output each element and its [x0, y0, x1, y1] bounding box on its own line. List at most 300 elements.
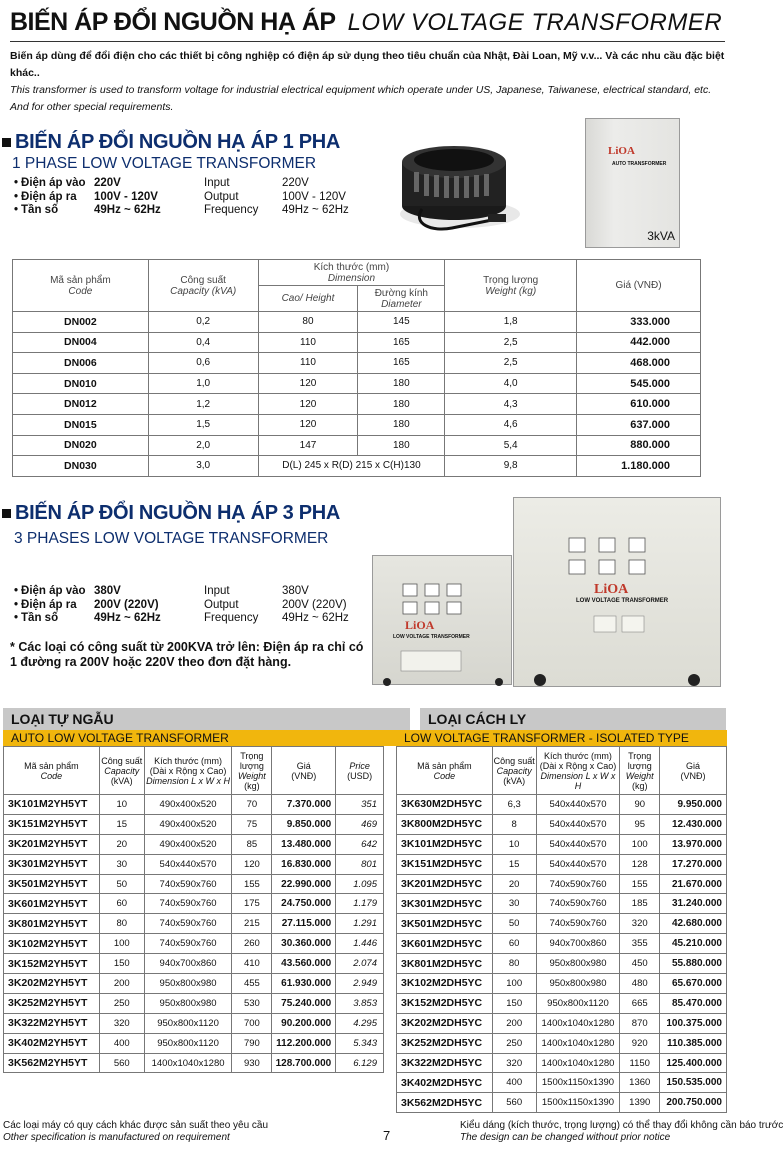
table-row: [4, 874, 384, 894]
three-phase-title: BIẾN ÁP ĐỔI NGUỒN HẠ ÁP 3 PHA: [2, 502, 340, 525]
cell-capacity: 560: [99, 1053, 144, 1073]
cell-price: 9.950.000: [660, 795, 727, 815]
spec-row: [14, 204, 372, 218]
cell-capacity: 10: [492, 834, 536, 854]
spec-ev: 49Hz ~ 62Hz: [282, 204, 349, 216]
col-height: Cao/ Height: [258, 286, 358, 312]
cell-dimension: 740x590x760: [144, 914, 232, 934]
cell-dimension: 950x800x1120: [144, 1033, 232, 1053]
cell-weight: 155: [232, 874, 272, 894]
cell-dimension: 950x800x980: [144, 974, 232, 994]
capacity-note: * Các loại có công suất từ 200KVA trở lên: Điện áp ra chỉ có 1 đường ra 200V hoặc 220V theo đơn đặt hàng.: [10, 640, 364, 669]
cell-price: 468.000: [577, 353, 701, 374]
cell-code: 3K252M2DH5YC: [397, 1033, 493, 1053]
table-row: [4, 954, 384, 974]
cell-usd: 469: [336, 814, 384, 834]
cell-dimension: 740x590x760: [536, 894, 620, 914]
table-row: [397, 795, 727, 815]
col-capacity: Công suất Capacity (kVA): [99, 747, 144, 795]
page-header: [10, 8, 725, 42]
cell-height: 120: [258, 414, 358, 435]
footer-right-vn: Kiểu dáng (kích thước, trọng lượng) có thể thay đổi không cần báo trước: [460, 1120, 783, 1131]
cell-height: 147: [258, 435, 358, 456]
cell-diameter: 180: [358, 394, 445, 415]
cell-capacity: 320: [99, 1013, 144, 1033]
footer-left: [3, 1120, 268, 1144]
cell-capacity: 320: [492, 1053, 536, 1073]
cell-weight: 70: [232, 795, 272, 815]
cell-code: 3K202M2YH5YT: [4, 974, 100, 994]
auto-transformer-box-image: [585, 118, 680, 248]
table-row: [4, 834, 384, 854]
col-usd: Price (USD): [336, 747, 384, 795]
table-row: [4, 814, 384, 834]
cell-price: 128.700.000: [272, 1053, 336, 1073]
three-phase-subtitle: 3 PHASES LOW VOLTAGE TRANSFORMER: [14, 530, 329, 547]
cell-usd: 4.295: [336, 1013, 384, 1033]
cell-dimension: D(L) 245 x R(D) 215 x C(H)130: [258, 456, 445, 477]
table-row: [397, 894, 727, 914]
cell-capacity: 0,6: [148, 353, 258, 374]
cell-price: 16.830.000: [272, 854, 336, 874]
cell-code: 3K252M2YH5YT: [4, 993, 100, 1013]
cell-code: DN006: [13, 353, 149, 374]
spec-v: 380V: [94, 585, 121, 597]
cell-weight: 790: [232, 1033, 272, 1053]
cell-code: 3K101M2YH5YT: [4, 795, 100, 815]
cell-usd: 1.179: [336, 894, 384, 914]
cell-price: 24.750.000: [272, 894, 336, 914]
cell-diameter: 180: [358, 414, 445, 435]
cell-dimension: 740x590x760: [144, 894, 232, 914]
cell-dimension: 740x590x760: [144, 934, 232, 954]
cell-code: DN002: [13, 312, 149, 333]
cell-code: 3K102M2DH5YC: [397, 974, 493, 994]
cell-dimension: 490x400x520: [144, 834, 232, 854]
cell-weight: 9,8: [445, 456, 577, 477]
cell-capacity: 6,3: [492, 795, 536, 815]
spec-ek: Input: [204, 585, 230, 597]
cell-dimension: 740x590x760: [144, 874, 232, 894]
cell-height: 110: [258, 332, 358, 353]
cell-code: 3K202M2DH5YC: [397, 1013, 493, 1033]
cell-dimension: 1400x1040x1280: [536, 1033, 620, 1053]
cell-price: 637.000: [577, 414, 701, 435]
cell-code: 3K152M2YH5YT: [4, 954, 100, 974]
cell-height: 110: [258, 353, 358, 374]
cell-weight: 4,0: [445, 373, 577, 394]
spec-ek: Output: [204, 598, 239, 611]
cell-usd: 2.074: [336, 954, 384, 974]
cell-price: 22.990.000: [272, 874, 336, 894]
cell-capacity: 20: [99, 834, 144, 854]
cell-weight: 700: [232, 1013, 272, 1033]
table-row: [13, 373, 701, 394]
table-row: [397, 1053, 727, 1073]
col-capacity: Công suất Capacity (kVA): [148, 260, 258, 312]
cell-weight: 1390: [620, 1093, 660, 1113]
cell-code: 3K800M2DH5YC: [397, 814, 493, 834]
cell-weight: 1360: [620, 1073, 660, 1093]
cell-weight: 480: [620, 974, 660, 994]
col-capacity: Công suất Capacity (kVA): [492, 747, 536, 795]
isolated-band: LOẠI CÁCH LY: [420, 708, 726, 730]
col-code: Mã sản phẩm Code: [13, 260, 149, 312]
cell-dimension: 740x590x760: [536, 914, 620, 934]
cell-weight: 530: [232, 993, 272, 1013]
cell-capacity: 0,2: [148, 312, 258, 333]
spec-ek: Output: [204, 190, 239, 203]
cell-dimension: 950x800x980: [536, 974, 620, 994]
cell-code: 3K322M2DH5YC: [397, 1053, 493, 1073]
cell-capacity: 50: [492, 914, 536, 934]
cell-price: 17.270.000: [660, 854, 727, 874]
cell-weight: 920: [620, 1033, 660, 1053]
table-row: [13, 414, 701, 435]
cell-price: 21.670.000: [660, 874, 727, 894]
spec-k: • Điện áp ra: [14, 599, 94, 613]
bullet-square-icon: [2, 509, 11, 518]
spec-v: 49Hz ~ 62Hz: [94, 204, 161, 216]
cell-usd: 1.446: [336, 934, 384, 954]
spec-ev: 220V: [282, 177, 309, 189]
cell-code: 3K801M2DH5YC: [397, 954, 493, 974]
cell-capacity: 8: [492, 814, 536, 834]
cell-weight: 120: [232, 854, 272, 874]
table-row: [397, 914, 727, 934]
spec-ek: Input: [204, 177, 230, 189]
table-row: [397, 974, 727, 994]
cell-dimension: 490x400x520: [144, 795, 232, 815]
cell-code: 3K501M2YH5YT: [4, 874, 100, 894]
cell-weight: 5,4: [445, 435, 577, 456]
cell-capacity: 100: [492, 974, 536, 994]
capacity-label: 3kVA: [647, 229, 675, 243]
cell-dimension: 950x800x980: [536, 954, 620, 974]
cell-price: 45.210.000: [660, 934, 727, 954]
lv-transformer-large-image: [513, 497, 721, 687]
cabinet-label: LOW VOLTAGE TRANSFORMER: [393, 634, 470, 640]
cell-capacity: 20: [492, 874, 536, 894]
auto-band: LOẠI TỰ NGẪU: [3, 708, 410, 730]
cell-price: 100.375.000: [660, 1013, 727, 1033]
cell-capacity: 15: [99, 814, 144, 834]
page-title: BIẾN ÁP ĐỔI NGUỒN HẠ ÁP: [10, 8, 336, 36]
spec-v: 200V (220V): [94, 598, 159, 611]
cell-weight: 455: [232, 974, 272, 994]
single-phase-specs: [14, 177, 372, 218]
cell-code: 3K322M2YH5YT: [4, 1013, 100, 1033]
table-row: [397, 1093, 727, 1113]
table-row: [4, 1033, 384, 1053]
table-row: [4, 993, 384, 1013]
cell-price: 75.240.000: [272, 993, 336, 1013]
cell-code: 3K601M2YH5YT: [4, 894, 100, 914]
isolated-band-en: LOW VOLTAGE TRANSFORMER - ISOLATED TYPE: [396, 730, 727, 746]
cell-price: 61.930.000: [272, 974, 336, 994]
cell-code: 3K201M2YH5YT: [4, 834, 100, 854]
col-price: Giá (VNĐ): [577, 260, 701, 312]
col-weight: Trọng lượng Weight (kg): [232, 747, 272, 795]
table-row: [397, 874, 727, 894]
cell-capacity: 10: [99, 795, 144, 815]
table-row: [397, 854, 727, 874]
spec-ek: Frequency: [204, 204, 259, 216]
cell-price: 90.200.000: [272, 1013, 336, 1033]
cell-price: 43.560.000: [272, 954, 336, 974]
table-row: [4, 1013, 384, 1033]
table-row: [13, 394, 701, 415]
table-row: [397, 954, 727, 974]
cell-dimension: 1400x1040x1280: [536, 1053, 620, 1073]
table-row: [4, 795, 384, 815]
footer-right: [460, 1120, 783, 1144]
table-row: [13, 312, 701, 333]
cell-weight: 85: [232, 834, 272, 854]
cell-price: 42.680.000: [660, 914, 727, 934]
cell-price: 7.370.000: [272, 795, 336, 815]
cell-dimension: 950x800x1120: [536, 993, 620, 1013]
cell-weight: 95: [620, 814, 660, 834]
table-row: [13, 456, 701, 477]
single-phase-title: BIẾN ÁP ĐỔI NGUỒN HẠ ÁP 1 PHA: [2, 131, 340, 154]
cell-weight: 665: [620, 993, 660, 1013]
cell-usd: 6.129: [336, 1053, 384, 1073]
spec-row: [14, 585, 372, 599]
cell-weight: 90: [620, 795, 660, 815]
cell-weight: 1150: [620, 1053, 660, 1073]
cell-capacity: 80: [492, 954, 536, 974]
cell-capacity: 30: [492, 894, 536, 914]
cell-code: 3K630M2DH5YC: [397, 795, 493, 815]
lioa-logo: LiOA: [405, 618, 435, 632]
cell-weight: 4,3: [445, 394, 577, 415]
cell-code: 3K301M2DH5YC: [397, 894, 493, 914]
cell-price: 150.535.000: [660, 1073, 727, 1093]
cell-code: 3K601M2DH5YC: [397, 934, 493, 954]
cell-price: 27.115.000: [272, 914, 336, 934]
cell-dimension: 740x590x760: [536, 874, 620, 894]
cell-price: 200.750.000: [660, 1093, 727, 1113]
cell-capacity: 60: [99, 894, 144, 914]
col-diameter: Đường kính Diameter: [358, 286, 445, 312]
cell-price: 13.970.000: [660, 834, 727, 854]
three-phase-specs: [14, 585, 372, 626]
cell-price: 9.850.000: [272, 814, 336, 834]
cell-weight: 215: [232, 914, 272, 934]
cell-weight: 75: [232, 814, 272, 834]
cell-height: 80: [258, 312, 358, 333]
spec-ev: 100V - 120V: [282, 190, 346, 203]
col-dimension: Kích thước (mm) Dimension: [258, 260, 445, 286]
col-dimension: Kích thước (mm) (Dài x Rộng x Cao) Dimension L x W x H: [144, 747, 232, 795]
bullet-square-icon: [2, 138, 11, 147]
cell-capacity: 0,4: [148, 332, 258, 353]
table-row: [4, 934, 384, 954]
spec-row: [14, 191, 372, 205]
footer-right-en: The design can be changed without prior notice: [460, 1132, 671, 1143]
spec-ek: Frequency: [204, 612, 259, 624]
cell-diameter: 165: [358, 332, 445, 353]
cell-usd: 1.291: [336, 914, 384, 934]
cell-usd: 1.095: [336, 874, 384, 894]
cell-diameter: 180: [358, 373, 445, 394]
cell-height: 120: [258, 394, 358, 415]
cell-usd: 351: [336, 795, 384, 815]
cell-price: 333.000: [577, 312, 701, 333]
cell-capacity: 400: [492, 1073, 536, 1093]
col-weight: Trọng lượng Weight (kg): [620, 747, 660, 795]
cell-price: 880.000: [577, 435, 701, 456]
cell-price: 110.385.000: [660, 1033, 727, 1053]
cell-capacity: 15: [492, 854, 536, 874]
col-price: Giá (VNĐ): [272, 747, 336, 795]
cell-price: 55.880.000: [660, 954, 727, 974]
col-code: Mã sản phẩm Code: [4, 747, 100, 795]
table-row: [397, 1073, 727, 1093]
cell-usd: 3.853: [336, 993, 384, 1013]
intro-vn: Biến áp dùng để đổi điện cho các thiết bị công nghiệp có điện áp sử dụng theo tiêu chuẩn của Nhật, Đài Loan, Mỹ v.v... Và các nhu cầu đặc biệt khác..: [10, 50, 725, 79]
cell-weight: 175: [232, 894, 272, 914]
cell-weight: 930: [232, 1053, 272, 1073]
cell-capacity: 560: [492, 1093, 536, 1113]
col-code: Mã sản phẩm Code: [397, 747, 493, 795]
cell-code: 3K562M2DH5YC: [397, 1093, 493, 1113]
cell-capacity: 150: [492, 993, 536, 1013]
footer-left-en: Other specification is manufactured on requirement: [3, 1132, 230, 1143]
cell-capacity: 30: [99, 854, 144, 874]
cell-code: DN020: [13, 435, 149, 456]
cell-capacity: 50: [99, 874, 144, 894]
cell-code: 3K501M2DH5YC: [397, 914, 493, 934]
spec-k: • Tần số: [14, 612, 94, 626]
cell-price: 442.000: [577, 332, 701, 353]
auto-band-en: AUTO LOW VOLTAGE TRANSFORMER: [3, 730, 410, 746]
cell-weight: 410: [232, 954, 272, 974]
spec-row: [14, 177, 372, 191]
spec-row: [14, 612, 372, 626]
cell-price: 610.000: [577, 394, 701, 415]
cell-code: 3K101M2DH5YC: [397, 834, 493, 854]
cell-dimension: 540x440x570: [536, 854, 620, 874]
cell-weight: 2,5: [445, 332, 577, 353]
cell-weight: 155: [620, 874, 660, 894]
cell-price: 65.670.000: [660, 974, 727, 994]
cell-dimension: 540x440x570: [144, 854, 232, 874]
cell-usd: 642: [336, 834, 384, 854]
cell-capacity: 400: [99, 1033, 144, 1053]
cell-price: 545.000: [577, 373, 701, 394]
table-row: [13, 435, 701, 456]
lioa-logo: LiOA: [608, 145, 635, 157]
spec-k: • Điện áp ra: [14, 191, 94, 205]
table-row: [397, 934, 727, 954]
cell-height: 120: [258, 373, 358, 394]
cell-dimension: 540x440x570: [536, 834, 620, 854]
table-row: [4, 894, 384, 914]
cell-dimension: 950x800x980: [144, 993, 232, 1013]
cell-weight: 260: [232, 934, 272, 954]
lv-transformer-small-image: [372, 555, 512, 685]
cell-dimension: 1400x1040x1280: [144, 1053, 232, 1073]
cell-weight: 1,8: [445, 312, 577, 333]
intro-en: This transformer is used to transform voltage for industrial electrical equipment which operate under US, Japanese, Taiwanese, electrical standard, etc. And for other special requirements.: [10, 84, 712, 113]
single-phase-subtitle: 1 PHASE LOW VOLTAGE TRANSFORMER: [12, 155, 317, 172]
cell-capacity: 250: [492, 1033, 536, 1053]
cell-weight: 450: [620, 954, 660, 974]
cell-weight: 185: [620, 894, 660, 914]
lioa-logo: LiOA: [594, 582, 629, 597]
cell-weight: 320: [620, 914, 660, 934]
cell-dimension: 940x700x860: [536, 934, 620, 954]
spec-v: 220V: [94, 177, 121, 189]
cell-code: 3K201M2DH5YC: [397, 874, 493, 894]
intro-text: [10, 48, 725, 116]
cell-weight: 355: [620, 934, 660, 954]
cell-capacity: 60: [492, 934, 536, 954]
spec-k: • Điện áp vào: [14, 585, 94, 599]
cell-diameter: 145: [358, 312, 445, 333]
cell-price: 13.480.000: [272, 834, 336, 854]
table-row: [4, 854, 384, 874]
cell-dimension: 950x800x1120: [144, 1013, 232, 1033]
cell-capacity: 100: [99, 934, 144, 954]
cell-code: 3K402M2YH5YT: [4, 1033, 100, 1053]
cell-dimension: 940x700x860: [144, 954, 232, 974]
cell-diameter: 180: [358, 435, 445, 456]
cell-dimension: 1400x1040x1280: [536, 1013, 620, 1033]
table-row: [397, 1033, 727, 1053]
cell-capacity: 80: [99, 914, 144, 934]
single-phase-table: [12, 259, 701, 477]
spec-k: • Tần số: [14, 204, 94, 218]
page-title-en: LOW VOLTAGE TRANSFORMER: [347, 9, 723, 36]
cell-diameter: 165: [358, 353, 445, 374]
cell-capacity: 1,0: [148, 373, 258, 394]
table-row: [4, 974, 384, 994]
cell-code: DN012: [13, 394, 149, 415]
cell-dimension: 1500x1150x1390: [536, 1093, 620, 1113]
cell-code: DN015: [13, 414, 149, 435]
page-number: 7: [383, 1128, 391, 1143]
round-transformer-image: [392, 124, 522, 242]
cell-usd: 801: [336, 854, 384, 874]
cell-dimension: 540x440x570: [536, 814, 620, 834]
spec-row: [14, 599, 372, 613]
table-row: [13, 332, 701, 353]
col-weight: Trọng lượng Weight (kg): [445, 260, 577, 312]
table-row: [397, 993, 727, 1013]
cell-usd: 2.949: [336, 974, 384, 994]
cell-code: 3K102M2YH5YT: [4, 934, 100, 954]
isolated-table: [396, 746, 727, 1113]
cell-code: DN010: [13, 373, 149, 394]
cell-code: 3K301M2YH5YT: [4, 854, 100, 874]
cell-price: 125.400.000: [660, 1053, 727, 1073]
cell-price: 12.430.000: [660, 814, 727, 834]
spec-ev: 200V (220V): [282, 598, 347, 611]
spec-v: 49Hz ~ 62Hz: [94, 612, 161, 624]
cell-code: DN004: [13, 332, 149, 353]
cell-code: 3K151M2DH5YC: [397, 854, 493, 874]
spec-v: 100V - 120V: [94, 190, 158, 203]
cell-capacity: 250: [99, 993, 144, 1013]
box-label: AUTO TRANSFORMER: [612, 161, 667, 167]
cell-capacity: 150: [99, 954, 144, 974]
cell-code: 3K801M2YH5YT: [4, 914, 100, 934]
table-row: [4, 914, 384, 934]
cell-capacity: 200: [492, 1013, 536, 1033]
